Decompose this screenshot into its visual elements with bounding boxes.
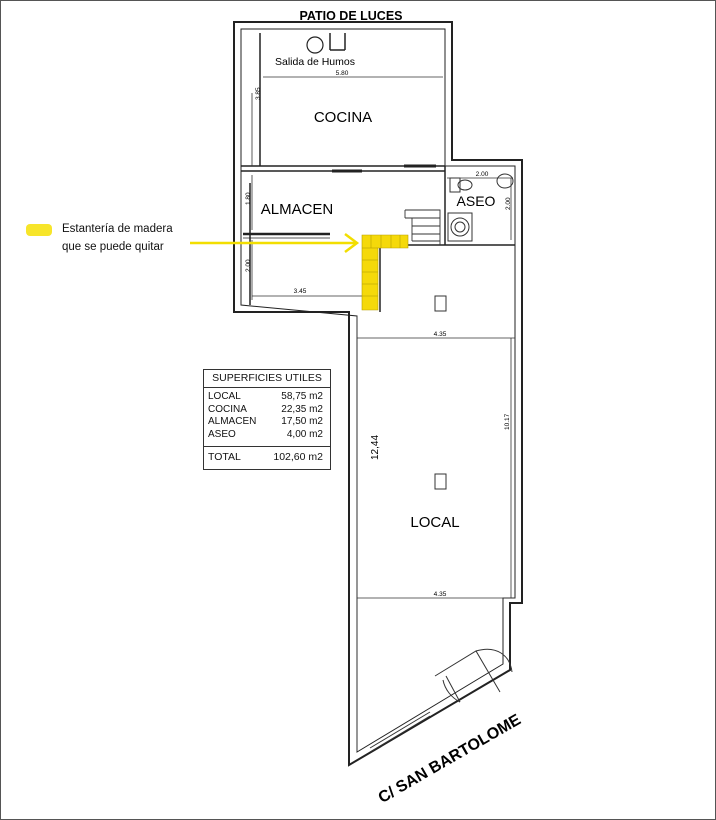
stairs [405,210,440,245]
dim-storage-upper: 1.80 [245,192,252,205]
columns [435,296,446,489]
shelf-note [26,220,173,256]
area-value: 22,35 m2 [281,403,323,415]
dim-total-length: 12,44 [370,434,381,460]
area-name: ASEO [208,428,236,440]
area-value: 4,00 m2 [286,428,323,440]
area-row-storage [204,416,330,429]
smoke-outlet-icon [307,37,323,53]
area-value: 58,75 m2 [281,391,323,402]
wooden-shelf [362,235,408,310]
dim-storage-width: 3.45 [293,288,307,295]
toilet-label: ASEO [456,193,496,209]
area-row-local [204,391,330,404]
shop-label: LOCAL [410,514,460,531]
storage-label: ALMACEN [260,201,334,218]
areas-table [203,369,331,470]
note-color-swatch [26,224,52,236]
areas-table-header: SUPERFICIES UTILES [204,370,330,388]
area-name: ALMACEN [208,416,257,427]
kitchen-label: COCINA [313,109,373,126]
area-row-toilet [204,429,330,442]
area-value: 17,50 m2 [281,416,323,427]
dim-local-length: 10.17 [504,413,511,430]
dim-local-width-bottom: 4.35 [433,591,447,598]
note-line-2: que se puede quitar [62,241,164,253]
dim-kitchen-height: 3.85 [255,87,262,100]
note-arrow [190,234,357,252]
smoke-outlet-label: Salida de Humos [275,56,355,68]
area-total-value: 102,60 m2 [273,451,323,463]
dim-kitchen-width: 5.80 [335,70,349,77]
street-label: C/ SAN BARTOLOME [375,711,524,807]
dim-storage-lower: 2.00 [245,259,252,272]
plan-title: PATIO DE LUCES [299,9,403,23]
area-total-label: TOTAL [208,451,241,463]
area-name: COCINA [208,403,247,415]
dim-toilet-height: 2.00 [505,197,512,210]
area-row-kitchen [204,404,330,417]
area-total-row [204,446,330,463]
note-line-1: Estantería de madera [62,223,173,235]
dim-local-width-top: 4.35 [433,331,447,338]
dim-toilet-width: 2.00 [475,171,489,178]
area-name: LOCAL [208,391,241,402]
